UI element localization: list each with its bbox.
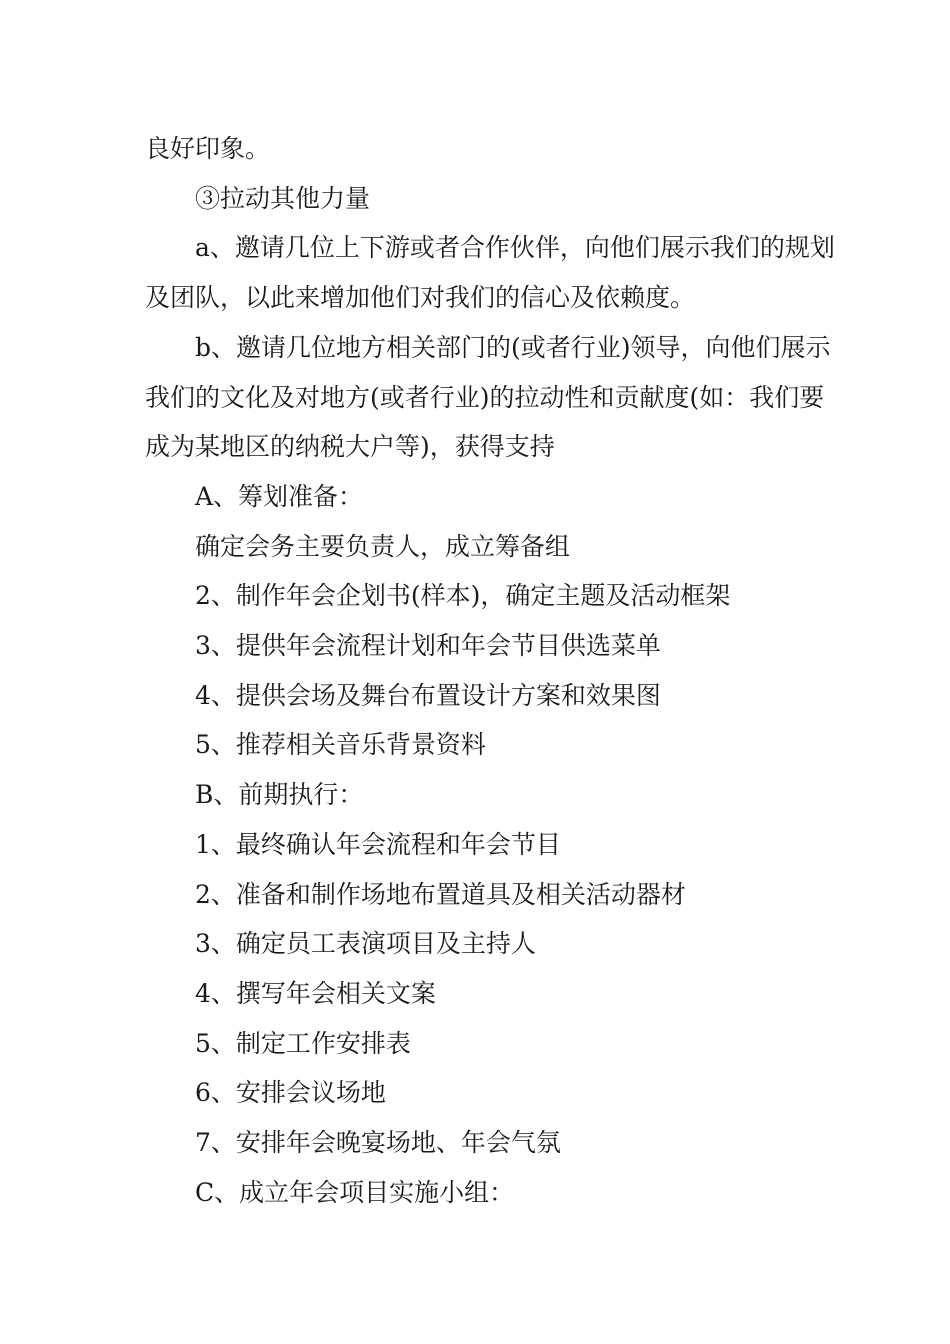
section-heading-a: A、筹划准备： bbox=[195, 481, 364, 511]
list-item: 确定会务主要负责人，成立筹备组 bbox=[195, 531, 571, 561]
document-body bbox=[145, 124, 845, 1217]
list-item: 2、准备和制作场地布置道具及相关活动器材 bbox=[195, 879, 686, 909]
paragraph-1: 良好印象。 bbox=[145, 134, 271, 163]
section-heading-c: C、成立年会项目实施小组： bbox=[195, 1177, 515, 1207]
paragraph-4: b、邀请几位地方相关部门的(或者行业)领导，向他们展示我们的文化及对地方(或者行业)的拉动性和贡献度(如：我们要成为某地区的纳税大户等)，获得支持 bbox=[145, 332, 831, 462]
list-item: 7、安排年会晚宴场地、年会气氛 bbox=[195, 1128, 561, 1158]
list-item: 1、最终确认年会流程和年会节目 bbox=[195, 829, 561, 859]
section-heading-b: B、前期执行： bbox=[195, 780, 364, 810]
paragraph-3: a、邀请几位上下游或者合作伙伴，向他们展示我们的规划及团队，以此来增加他们对我们的信心及依赖度。 bbox=[145, 233, 835, 313]
paragraph-2: ③拉动其他力量 bbox=[195, 183, 371, 213]
list-item: 4、撰写年会相关文案 bbox=[195, 978, 436, 1008]
list-item: 5、推荐相关音乐背景资料 bbox=[195, 730, 486, 760]
list-item: 6、安排会议场地 bbox=[195, 1078, 386, 1108]
list-item: 3、确定员工表演项目及主持人 bbox=[195, 929, 536, 959]
list-item: 4、提供会场及舞台布置设计方案和效果图 bbox=[195, 680, 661, 710]
list-item: 5、制定工作安排表 bbox=[195, 1028, 411, 1058]
list-item: 2、制作年会企划书(样本)，确定主题及活动框架 bbox=[195, 581, 731, 611]
list-item: 3、提供年会流程计划和年会节目供选菜单 bbox=[195, 631, 661, 661]
